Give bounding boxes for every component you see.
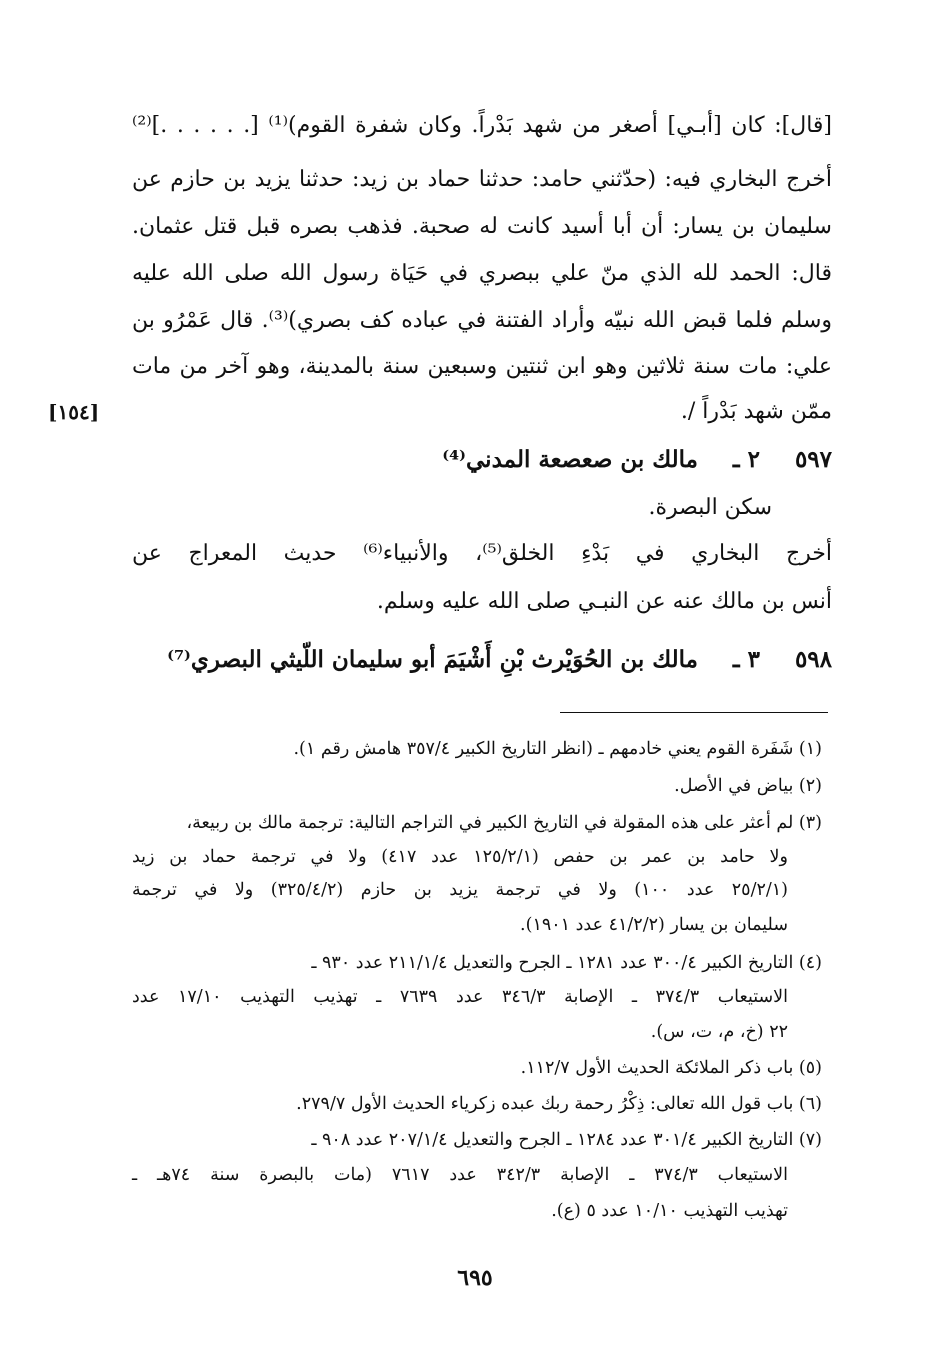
entry-title: مالك بن الحُوَيْرث بْنِ أَشْيَمَ أبو سليمان اللّيثي البصري⁽⁷⁾: [167, 646, 698, 673]
entry-number: ٥٩٨: [794, 646, 832, 673]
footnote-7: (٧) التاريخ الكبير ٣٠١/٤ عدد ١٢٨٤ ـ الجرح والتعديل ٢٠٧/١/٤ عدد ٩٠٨ ـ: [311, 1130, 822, 1150]
entry-title: مالك بن صعصعة المدني⁽⁴⁾: [442, 446, 698, 473]
entry-sub-number: ٣ ـ: [732, 646, 760, 673]
body-line-4: قال: الحمد لله الذي منّ علي ببصري في حَيَاة رسول الله صلى الله عليه: [132, 261, 832, 286]
body-line-1: [قال]: كان [أبـي] أصغر من شهد بَدْراً. وكان شفرة القوم)⁽¹⁾ [. . . . . .]⁽²⁾: [132, 113, 833, 138]
footnote-3: (٣) لم أعثر على هذه المقولة في التاريخ الكبير في التراجم التالية: ترجمة مالك بن ربيعة،: [186, 813, 822, 833]
entry-597-heading: [0, 440, 950, 480]
entry-number: ٥٩٧: [794, 446, 832, 473]
footnote-4-cont-1: الاستيعاب ٣٧٤/٣ ـ الإصابة ٣٤٦/٣ عدد ٧٦٣٩ ـ تهذيب التهذيب ١٧/١٠ عدد: [132, 987, 789, 1007]
entry-597-line-3: أنس بن مالك عنه عن النبـي صلى الله عليه وسلم.: [376, 589, 832, 614]
footnote-2: (٢) بياض في الأصل.: [674, 776, 822, 796]
body-line-3: سليمان بن يسار: أن أبا أسيد كانت له صحبة. فذهب بصره قبل قتل عثمان.: [132, 214, 832, 239]
footnote-3-cont-1: ولا حامد بن عمر بن حفص (١٢٥/٢/١ عدد ٤١٧) ولا في ترجمة حماد بن زيد: [132, 847, 788, 867]
entry-sub-number: ٢ ـ: [732, 446, 760, 473]
footnote-3-cont-2: (٢٥/٢/١ عدد ١٠٠) ولا في ترجمة يزيد بن حازم (٣٢٥/٤/٢) ولا في ترجمة: [132, 880, 788, 900]
footnote-5: (٥) باب ذكر الملائكة الحديث الأول ١١٢/٧.: [520, 1058, 822, 1078]
body-line-7: ممّن شهد بَدْراً /.: [680, 399, 832, 424]
footnote-1: (١) شَفَرة القوم يعني خادمهم ـ (انظر التاريخ الكبير ٣٥٧/٤ هامش رقم ١).: [293, 739, 822, 759]
entry-597-line-2: أخرج البخاري في بَدْءِ الخلق⁽⁵⁾، والأنبياء⁽⁶⁾ حديث المعراج عن: [132, 541, 832, 566]
entry-598-heading: [0, 640, 950, 680]
footnote-4-cont-2: ٢٢ (خ، م، ت، س).: [650, 1022, 788, 1042]
footnote-6: (٦) باب قول الله تعالى: ذِكْرُ رحمة ربك عبده زكرياء الحديث الأول ٢٧٩/٧.: [296, 1094, 822, 1114]
margin-page-reference: [١٥٤]: [48, 400, 100, 424]
body-line-2: أخرج البخاري فيه: (حدّثني حامد: حدثنا حماد بن زيد: حدثنا يزيد بن حازم عن: [132, 167, 832, 192]
body-line-6: علي: مات سنة ثلاثين وهو ابن ثنتين وسبعين سنة بالمدينة، وهو آخر من مات: [132, 354, 832, 379]
footnote-7-cont-1: الاستيعاب ٣٧٤/٣ ـ الإصابة ٣٤٢/٣ عدد ٧٦١٧ (مات بالبصرة سنة ٧٤هـ ـ: [132, 1165, 788, 1185]
page-number: ٦٩٥: [457, 1265, 493, 1291]
footnote-3-cont-3: سليمان بن يسار (٤١/٢/٢ عدد ١٩٠١).: [520, 915, 788, 935]
footnote-separator: [560, 712, 828, 713]
footnote-4: (٤) التاريخ الكبير ٣٠٠/٤ عدد ١٢٨١ ـ الجرح والتعديل ٢١١/١/٤ عدد ٩٣٠ ـ: [311, 953, 822, 973]
body-line-5: وسلم فلما قبض الله نبيّه وأراد الفتنة في عباده كف بصري)⁽³⁾. قال عَمْرُو بن: [132, 308, 832, 333]
entry-597-line-1: سكن البصرة.: [648, 495, 772, 520]
footnote-7-cont-2: تهذيب التهذيب ١٠/١٠ عدد ٥ (ع).: [551, 1201, 788, 1221]
